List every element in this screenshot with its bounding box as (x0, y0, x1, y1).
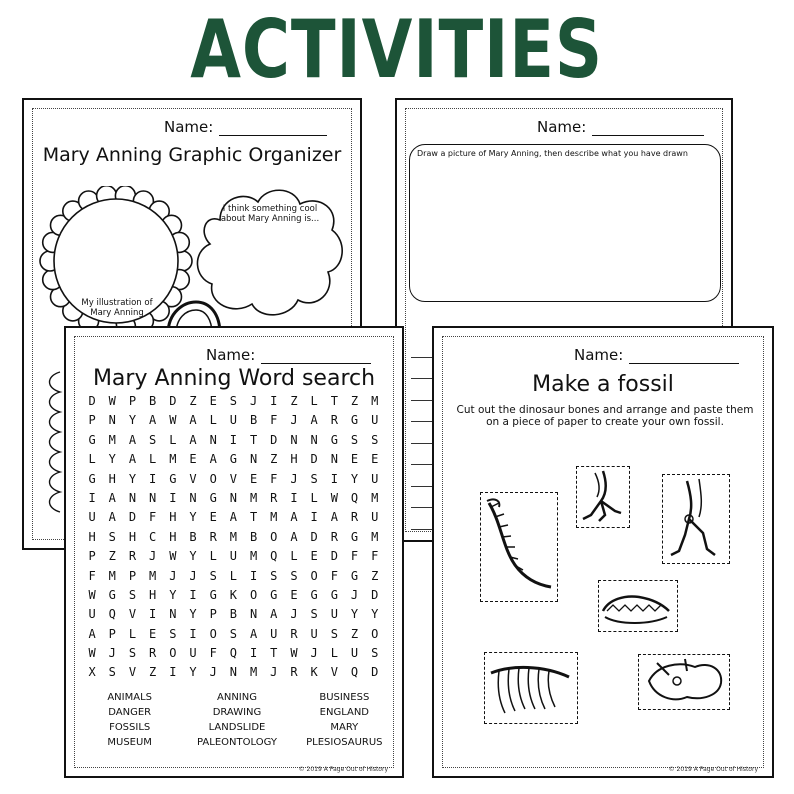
grid-letter: E (149, 626, 157, 641)
grid-letter: M (249, 490, 258, 505)
rib-bones-icon (485, 653, 575, 721)
grid-letter: Z (350, 626, 359, 641)
word-list-item: PLESIOSAURUS (306, 737, 383, 748)
grid-letter: U (229, 413, 238, 428)
grid-letter: I (189, 587, 197, 602)
grid-letter: J (310, 646, 318, 661)
grid-letter: L (209, 413, 217, 428)
grid-letter: I (88, 490, 96, 505)
grid-letter: I (330, 471, 338, 486)
grid-letter: B (189, 529, 197, 544)
grid-letter: J (209, 665, 217, 680)
grid-letter: A (290, 529, 298, 544)
grid-letter: D (310, 452, 318, 467)
copyright: © 2019 A Page Out of History (298, 766, 388, 773)
grid-letter: S (149, 432, 157, 447)
grid-letter: N (310, 432, 318, 447)
grid-letter: D (128, 510, 137, 525)
grid-letter: G (209, 587, 217, 602)
grid-letter: S (290, 568, 298, 583)
grid-letter: Y (189, 510, 197, 525)
grid-letter: K (229, 587, 238, 602)
grid-letter: W (169, 549, 177, 564)
grid-letter: Z (290, 394, 298, 408)
grid-letter: J (189, 568, 197, 583)
grid-letter: F (371, 549, 379, 564)
grid-letter: Y (128, 471, 137, 486)
grid-letter: Y (189, 607, 197, 622)
name-field (206, 346, 371, 364)
grid-letter: N (249, 607, 258, 622)
grid-letter: S (108, 665, 116, 680)
grid-letter: D (371, 665, 379, 680)
grid-letter: H (169, 510, 177, 525)
grid-letter: E (310, 549, 318, 564)
grid-letter: N (108, 413, 116, 428)
word-list-item: DANGER (108, 707, 152, 718)
grid-letter: A (189, 413, 197, 428)
letter-grid (82, 392, 385, 683)
grid-letter: A (128, 452, 137, 467)
grid-letter: M (229, 529, 238, 544)
grid-letter: G (209, 490, 217, 505)
grid-letter: G (350, 568, 359, 583)
grid-letter: M (371, 490, 379, 505)
grid-letter: M (108, 568, 116, 583)
grid-letter: R (149, 646, 157, 661)
grid-letter: E (371, 452, 379, 467)
grid-letter: U (371, 510, 379, 525)
bone-cutout-foot (576, 466, 630, 528)
grid-letter: F (350, 549, 359, 564)
grid-letter: P (128, 394, 137, 408)
grid-letter: I (169, 665, 177, 680)
grid-letter: Q (350, 490, 359, 505)
grid-letter: M (169, 452, 177, 467)
grid-letter: R (330, 413, 338, 428)
grid-letter: L (229, 568, 238, 583)
grid-letter: S (128, 587, 137, 602)
grid-letter: L (330, 646, 338, 661)
grid-letter: V (330, 665, 338, 680)
grid-letter: A (229, 510, 238, 525)
grid-letter: W (88, 646, 96, 661)
grid-letter: N (149, 490, 157, 505)
skull-bones-icon (599, 581, 675, 629)
bone-cutout-tail (480, 492, 558, 602)
grid-letter: F (209, 646, 217, 661)
grid-letter: Y (350, 471, 359, 486)
grid-letter: A (330, 510, 338, 525)
grid-letter: G (169, 471, 177, 486)
grid-letter: A (128, 432, 137, 447)
grid-letter: E (209, 394, 217, 408)
grid-letter: D (270, 432, 278, 447)
grid-letter: Q (108, 607, 116, 622)
grid-letter: M (249, 665, 258, 680)
grid-letter: O (310, 568, 318, 583)
grid-letter: J (108, 646, 116, 661)
grid-letter: Z (189, 394, 197, 408)
word-list-item: LANDSLIDE (208, 722, 266, 733)
grid-letter: A (310, 413, 318, 428)
name-field (164, 118, 327, 136)
grid-letter: I (229, 432, 238, 447)
grid-letter: L (169, 432, 177, 447)
grid-letter: O (169, 646, 177, 661)
grid-letter: L (128, 626, 137, 641)
activities-banner (0, 0, 794, 100)
grid-letter: G (350, 413, 359, 428)
grid-letter: U (350, 646, 359, 661)
fossil-sheet (432, 326, 774, 778)
grid-letter: G (108, 587, 116, 602)
grid-letter: S (108, 529, 116, 544)
banner-title: ACTIVITIES (190, 3, 604, 96)
grid-letter: E (209, 510, 217, 525)
grid-letter: Z (371, 568, 379, 583)
word-list-item: ANNING (217, 692, 257, 703)
grid-letter: S (209, 568, 217, 583)
word-list-item: ENGLAND (319, 707, 370, 718)
bone-cutout-skull (598, 580, 678, 632)
grid-letter: B (149, 394, 157, 408)
grid-letter: S (270, 568, 278, 583)
grid-letter: S (371, 646, 379, 661)
grid-letter: V (229, 471, 238, 486)
grid-letter: A (108, 510, 116, 525)
grid-letter: R (350, 510, 359, 525)
grid-letter: R (290, 665, 298, 680)
grid-letter: I (249, 646, 258, 661)
grid-letter: Y (128, 413, 137, 428)
grid-letter: U (229, 549, 238, 564)
grid-letter: J (249, 394, 258, 408)
grid-letter: Q (229, 646, 238, 661)
grid-letter: P (128, 568, 137, 583)
drawing-instruction: Draw a picture of Mary Anning, then describe what you have drawn (417, 149, 688, 158)
grid-letter: Y (108, 452, 116, 467)
grid-letter: N (209, 432, 217, 447)
grid-letter: W (108, 394, 116, 408)
grid-letter: F (270, 413, 278, 428)
grid-letter: E (350, 452, 359, 467)
grid-letter: S (371, 432, 379, 447)
grid-letter: G (88, 432, 96, 447)
word-list-item: FOSSILS (109, 722, 151, 733)
grid-letter: G (88, 471, 96, 486)
name-label: Name: (574, 346, 624, 364)
grid-letter: U (371, 413, 379, 428)
grid-letter: B (229, 607, 238, 622)
grid-letter: Y (371, 607, 379, 622)
grid-letter: G (350, 529, 359, 544)
grid-letter: G (310, 587, 318, 602)
grid-letter: U (310, 626, 318, 641)
grid-letter: Z (350, 394, 359, 408)
grid-letter: L (290, 549, 298, 564)
grid-letter: U (88, 607, 96, 622)
grid-letter: V (128, 607, 137, 622)
grid-letter: J (290, 471, 298, 486)
grid-letter: W (169, 413, 177, 428)
grid-letter: Z (149, 665, 157, 680)
grid-letter: Z (270, 452, 278, 467)
grid-letter: D (330, 549, 338, 564)
grid-letter: A (290, 510, 298, 525)
grid-letter: N (249, 452, 258, 467)
grid-letter: F (270, 471, 278, 486)
grid-letter: S (169, 626, 177, 641)
name-label: Name: (164, 118, 214, 136)
grid-letter: P (88, 413, 96, 428)
grid-letter: S (229, 626, 238, 641)
grid-letter: J (350, 587, 359, 602)
grid-letter: A (209, 452, 217, 467)
grid-letter: L (310, 490, 318, 505)
grid-letter: H (88, 529, 96, 544)
word-list (76, 692, 398, 748)
word-list-item: MUSEUM (107, 737, 152, 748)
grid-letter: A (189, 432, 197, 447)
grid-letter: T (249, 432, 258, 447)
name-label: Name: (206, 346, 256, 364)
grid-letter: O (270, 529, 278, 544)
fossil-instruction: Cut out the dinosaur bones and arrange and paste them on a piece of paper to create your own fossil. (456, 404, 754, 428)
grid-letter: N (169, 607, 177, 622)
grid-letter: Y (169, 587, 177, 602)
grid-letter: I (169, 490, 177, 505)
grid-letter: L (149, 452, 157, 467)
word-list-item: BUSINESS (319, 692, 370, 703)
grid-letter: M (149, 568, 157, 583)
grid-letter: A (249, 626, 258, 641)
grid-letter: I (249, 568, 258, 583)
grid-letter: D (310, 529, 318, 544)
grid-letter: S (310, 607, 318, 622)
word-list-item: DRAWING (212, 707, 262, 718)
grid-letter: H (290, 452, 298, 467)
grid-letter: D (88, 394, 96, 408)
word-search-sheet (64, 326, 404, 778)
grid-letter: N (330, 452, 338, 467)
grid-letter: R (270, 490, 278, 505)
grid-letter: S (128, 646, 137, 661)
grid-letter: R (209, 529, 217, 544)
grid-letter: I (149, 471, 157, 486)
grid-letter: M (270, 510, 278, 525)
grid-letter: K (310, 665, 318, 680)
grid-letter: J (290, 413, 298, 428)
word-list-item: PALEONTOLOGY (197, 737, 277, 748)
grid-letter: H (108, 471, 116, 486)
grid-letter: L (88, 452, 96, 467)
grid-letter: N (229, 490, 238, 505)
grid-letter: P (88, 549, 96, 564)
tail-bones-icon (481, 493, 555, 599)
grid-letter: J (290, 607, 298, 622)
illustration-label: My illustration of Mary Anning (81, 298, 153, 318)
grid-letter: U (330, 607, 338, 622)
grid-letter: B (249, 413, 258, 428)
copyright: © 2019 A Page Out of History (668, 766, 758, 773)
grid-letter: D (371, 587, 379, 602)
grid-letter: U (371, 471, 379, 486)
grid-letter: R (330, 529, 338, 544)
grid-letter: H (149, 587, 157, 602)
grid-letter: U (189, 646, 197, 661)
word-list-item: MARY (330, 722, 359, 733)
cloud-prompt: I think something cool about Mary Anning is... (220, 204, 320, 224)
grid-letter: S (350, 432, 359, 447)
grid-letter: Y (350, 607, 359, 622)
triceratops-skull-icon (639, 655, 727, 707)
grid-letter: O (371, 626, 379, 641)
grid-letter: I (149, 607, 157, 622)
word-search-title: Mary Anning Word search (92, 366, 376, 391)
grid-letter: L (310, 394, 318, 408)
grid-letter: E (249, 471, 258, 486)
grid-letter: P (209, 607, 217, 622)
grid-letter: A (270, 607, 278, 622)
grid-letter: Q (350, 665, 359, 680)
grid-letter: F (330, 568, 338, 583)
grid-letter: A (108, 490, 116, 505)
grid-letter: I (290, 490, 298, 505)
grid-letter: N (290, 432, 298, 447)
grid-letter: D (169, 394, 177, 408)
grid-letter: W (88, 587, 96, 602)
grid-letter: J (149, 549, 157, 564)
grid-letter: S (330, 626, 338, 641)
grid-letter: T (249, 510, 258, 525)
grid-letter: W (330, 490, 338, 505)
grid-letter: V (189, 471, 197, 486)
organizer-title: Mary Anning Graphic Organizer (42, 144, 342, 166)
grid-letter: J (270, 665, 278, 680)
grid-letter: R (290, 626, 298, 641)
grid-letter: H (169, 529, 177, 544)
grid-letter: T (330, 394, 338, 408)
grid-letter: I (189, 626, 197, 641)
grid-letter: C (149, 529, 157, 544)
grid-letter: O (249, 587, 258, 602)
grid-letter: F (88, 568, 96, 583)
grid-letter: E (189, 452, 197, 467)
grid-letter: O (209, 471, 217, 486)
grid-letter: N (189, 490, 197, 505)
grid-letter: A (88, 626, 96, 641)
grid-letter: H (128, 529, 137, 544)
foot-bones-icon (577, 467, 627, 525)
name-field (537, 118, 704, 136)
grid-letter: N (229, 665, 238, 680)
name-label: Name: (537, 118, 587, 136)
grid-letter: G (330, 587, 338, 602)
leg-bones-icon (663, 475, 727, 561)
grid-letter: A (149, 413, 157, 428)
grid-letter: U (270, 626, 278, 641)
grid-letter: O (209, 626, 217, 641)
grid-letter: Z (108, 549, 116, 564)
grid-letter: N (128, 490, 137, 505)
grid-letter: Q (270, 549, 278, 564)
grid-letter: T (270, 646, 278, 661)
grid-letter: M (371, 529, 379, 544)
grid-letter: L (209, 549, 217, 564)
bone-cutout-ribs (484, 652, 578, 724)
grid-letter: E (290, 587, 298, 602)
grid-letter: M (371, 394, 379, 408)
grid-letter: I (270, 394, 278, 408)
grid-letter: I (310, 510, 318, 525)
grid-letter: Y (189, 549, 197, 564)
word-list-item: ANIMALS (107, 692, 152, 703)
grid-letter: W (290, 646, 298, 661)
grid-letter: B (249, 529, 258, 544)
drawing-box (409, 144, 721, 302)
grid-letter: U (88, 510, 96, 525)
grid-letter: R (128, 549, 137, 564)
grid-letter: M (249, 549, 258, 564)
grid-letter: M (108, 432, 116, 447)
grid-letter: Y (189, 665, 197, 680)
name-field (574, 346, 739, 364)
grid-letter: S (229, 394, 238, 408)
grid-letter: J (169, 568, 177, 583)
fossil-title: Make a fossil (532, 372, 674, 397)
grid-letter: G (229, 452, 238, 467)
grid-letter: F (149, 510, 157, 525)
grid-letter: X (88, 665, 96, 680)
grid-letter: V (128, 665, 137, 680)
bone-cutout-head (638, 654, 730, 710)
grid-letter: P (108, 626, 116, 641)
bone-cutout-leg (662, 474, 730, 564)
grid-letter: G (330, 432, 338, 447)
grid-letter: S (310, 471, 318, 486)
grid-letter: G (270, 587, 278, 602)
